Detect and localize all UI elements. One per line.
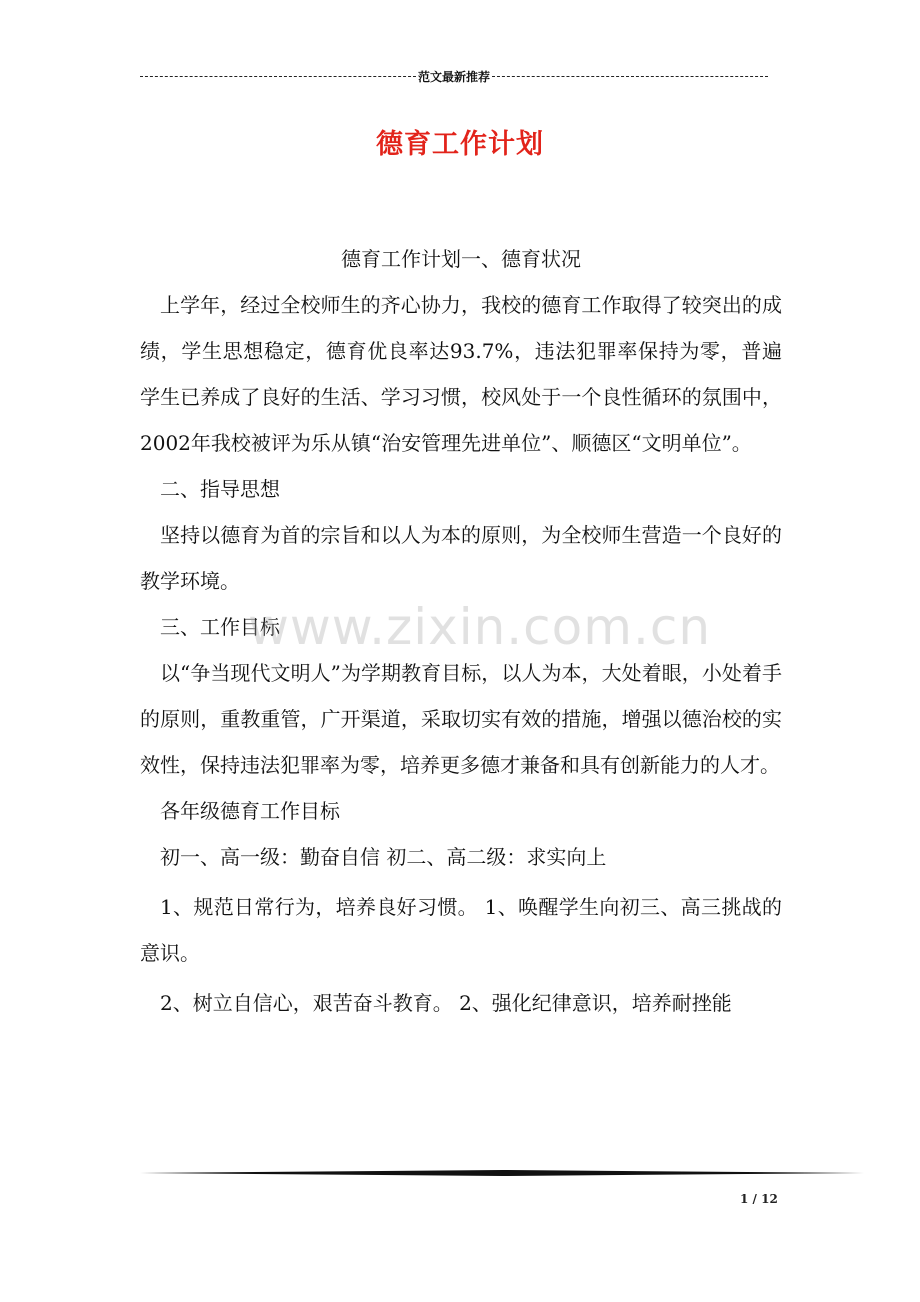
document-body [140, 236, 782, 1026]
paragraph-goals: 以“争当现代文明人”为学期教育目标，以人为本，大处着眼，小处着手的原则，重教重管，广开渠道，采取切实有效的措施，增强以德治校的实效性，保持违法犯罪率为零，培养更多德才兼备和具有创新能力的人才。 [140, 661, 782, 777]
subheading-grade-goals: 各年级德育工作目标 [160, 799, 340, 823]
paragraph-item-1: 1、规范日常行为，培养良好习惯。 1、唤醒学生向初三、高三挑战的意识。 [140, 895, 782, 965]
page-number: 1 / 12 [740, 1192, 778, 1206]
paragraph-guiding-thought: 坚持以德育为首的宗旨和以人为本的原则，为全校师生营造一个良好的教学环境。 [140, 523, 782, 593]
header-label: 范文最新推荐 [418, 69, 491, 84]
paragraph-grade-mottos: 初一、高一级：勤奋自信 初二、高二级：求实向上 [160, 845, 607, 869]
footer-rule [140, 1170, 864, 1176]
paragraph-item-2: 2、树立自信心，艰苦奋斗教育。 2、强化纪律意识，培养耐挫能 [160, 991, 732, 1015]
watermark: www.zixin.com.cn [248, 598, 712, 656]
page-header [140, 68, 768, 84]
header-dash-left [140, 76, 416, 77]
section-heading-2: 二、指导思想 [160, 477, 280, 501]
paragraph-status: 上学年，经过全校师生的齐心协力，我校的德育工作取得了较突出的成绩，学生思想稳定，德育优良率达93.7%，违法犯罪率保持为零，普遍学生已养成了良好的生活、学习习惯，校风处于一个良性循环的氛围中，2002年我校被评为乐从镇“治安管理先进单位”、顺德区“文明单位”。 [140, 293, 782, 455]
section-heading-3: 三、工作目标 [160, 615, 280, 639]
document-title: 德育工作计划 [376, 129, 544, 160]
header-dash-right [492, 76, 768, 77]
section-heading-1: 德育工作计划一、德育状况 [341, 247, 581, 271]
